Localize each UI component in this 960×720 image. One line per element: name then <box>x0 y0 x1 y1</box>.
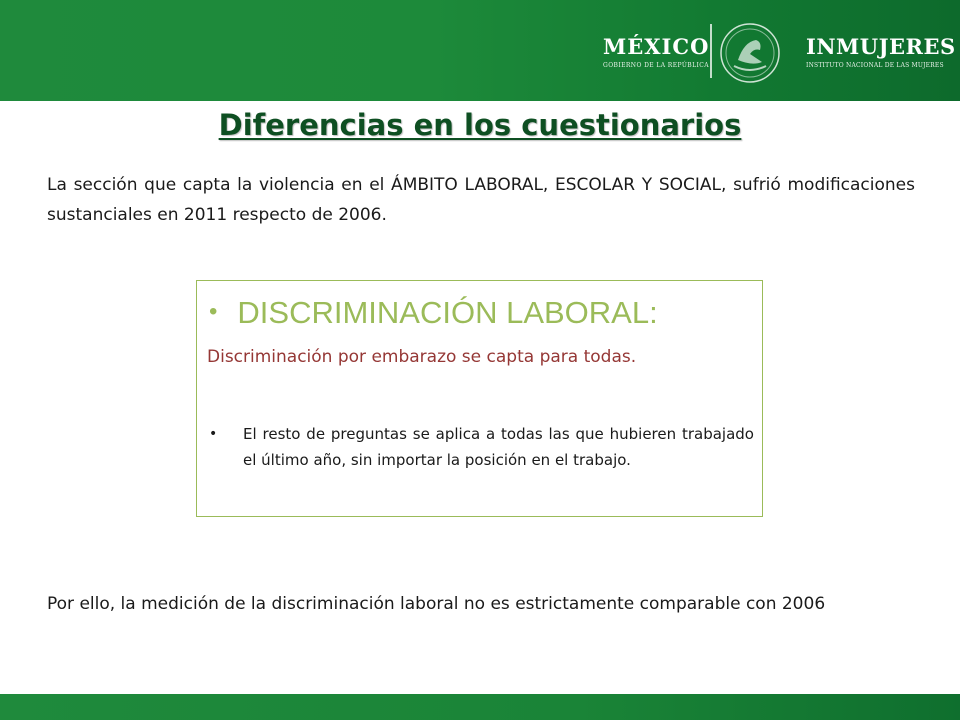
box-heading <box>209 295 749 331</box>
header-banner <box>0 0 960 101</box>
bullet-icon: • <box>209 426 218 442</box>
footer-bar <box>0 694 960 720</box>
box-highlight-text: Discriminación por embarazo se capta para todas. <box>207 347 637 367</box>
brand-mexico: MÉXICO <box>603 34 710 59</box>
brand-mexico-subtitle: GOBIERNO DE LA REPÚBLICA <box>603 62 709 69</box>
conclusion-paragraph: Por ello, la medición de la discriminación laboral no es estrictamente comparable con 2006 <box>47 594 826 614</box>
brand-divider <box>710 24 712 78</box>
discrimination-box <box>196 280 763 517</box>
slide-title: Diferencias en los cuestionarios <box>218 108 742 142</box>
brand-inmujeres: INMUJERES <box>806 34 956 59</box>
box-heading-text: DISCRIMINACIÓN LABORAL: <box>237 295 658 330</box>
bullet-icon: • <box>209 298 218 325</box>
mexico-coat-of-arms-icon <box>716 20 784 86</box>
intro-paragraph: La sección que capta la violencia en el ÁMBITO LABORAL, ESCOLAR Y SOCIAL, sufrió modificaciones sustanciales en 2011 respecto de 2006. <box>47 175 915 225</box>
list-item <box>209 421 754 473</box>
brand-inmujeres-subtitle: INSTITUTO NACIONAL DE LAS MUJERES <box>806 62 944 69</box>
list-item-text: El resto de preguntas se aplica a todas las que hubieren trabajado el último año, sin importar la posición en el trabajo. <box>243 425 754 469</box>
